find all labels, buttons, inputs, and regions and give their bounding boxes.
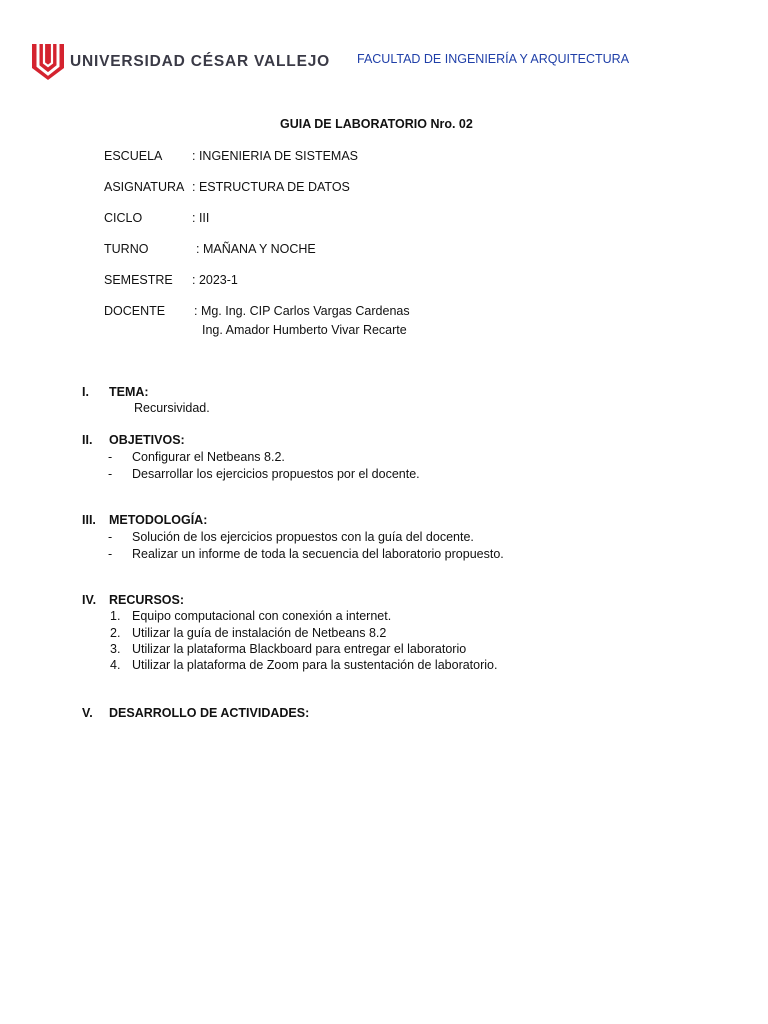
university-logo — [30, 42, 330, 82]
section-number: I. — [82, 385, 89, 399]
docente-label: DOCENTE — [104, 304, 166, 318]
turno-label: TURNO — [104, 242, 149, 256]
ciclo-value: : III — [192, 211, 210, 225]
docente-value-2: Ing. Amador Humberto Vivar Recarte — [202, 323, 407, 337]
faculty-name: FACULTAD DE INGENIERÍA Y ARQUITECTURA — [357, 52, 630, 66]
semestre-value: : 2023-1 — [192, 273, 238, 287]
section-number: IV. — [82, 593, 97, 607]
turno-value: : MAÑANA Y NOCHE — [196, 242, 316, 256]
bullet: - — [108, 450, 113, 464]
bullet: - — [108, 467, 113, 481]
list-item: Utilizar la guía de instalación de Netbeans 8.2 — [132, 626, 387, 640]
list-item: Utilizar la plataforma de Zoom para la sustentación de laboratorio. — [132, 658, 498, 672]
shield-logo-icon — [30, 42, 66, 82]
list-item: Solución de los ejercicios propuestos con la guía del docente. — [132, 530, 474, 544]
asignatura-value: : ESTRUCTURA DE DATOS — [192, 180, 350, 194]
list-item: Desarrollar los ejercicios propuestos por el docente. — [132, 467, 420, 481]
section-title-desarrollo: DESARROLLO DE ACTIVIDADES: — [109, 706, 310, 720]
section-title-objetivos: OBJETIVOS: — [109, 433, 185, 447]
escuela-value: : INGENIERIA DE SISTEMAS — [192, 149, 359, 163]
document-title: GUIA DE LABORATORIO Nro. 02 — [280, 117, 473, 131]
bullet: - — [108, 530, 113, 544]
list-item: Equipo computacional con conexión a internet. — [132, 609, 392, 623]
section-title-metodologia: METODOLOGÍA: — [109, 513, 208, 527]
list-number: 4. — [110, 658, 121, 672]
semestre-label: SEMESTRE — [104, 273, 173, 287]
list-number: 3. — [110, 642, 121, 656]
section-title-recursos: RECURSOS: — [109, 593, 185, 607]
asignatura-label: ASIGNATURA — [104, 180, 185, 194]
bullet: - — [108, 547, 113, 561]
section-number: V. — [82, 706, 93, 720]
section-number: III. — [82, 513, 96, 527]
university-name: UNIVERSIDAD CÉSAR VALLEJO — [70, 53, 330, 70]
escuela-label: ESCUELA — [104, 149, 163, 163]
section-number: II. — [82, 433, 93, 447]
list-item: Utilizar la plataforma Blackboard para entregar el laboratorio — [132, 642, 467, 656]
list-number: 1. — [110, 609, 121, 623]
list-number: 2. — [110, 626, 121, 640]
section-title-tema: TEMA: — [109, 385, 149, 399]
ciclo-label: CICLO — [104, 211, 143, 225]
list-item: Realizar un informe de toda la secuencia del laboratorio propuesto. — [132, 547, 504, 561]
list-item: Configurar el Netbeans 8.2. — [132, 450, 285, 464]
docente-value: : Mg. Ing. CIP Carlos Vargas Cardenas — [194, 304, 410, 318]
tema-text: Recursividad. — [134, 401, 210, 415]
